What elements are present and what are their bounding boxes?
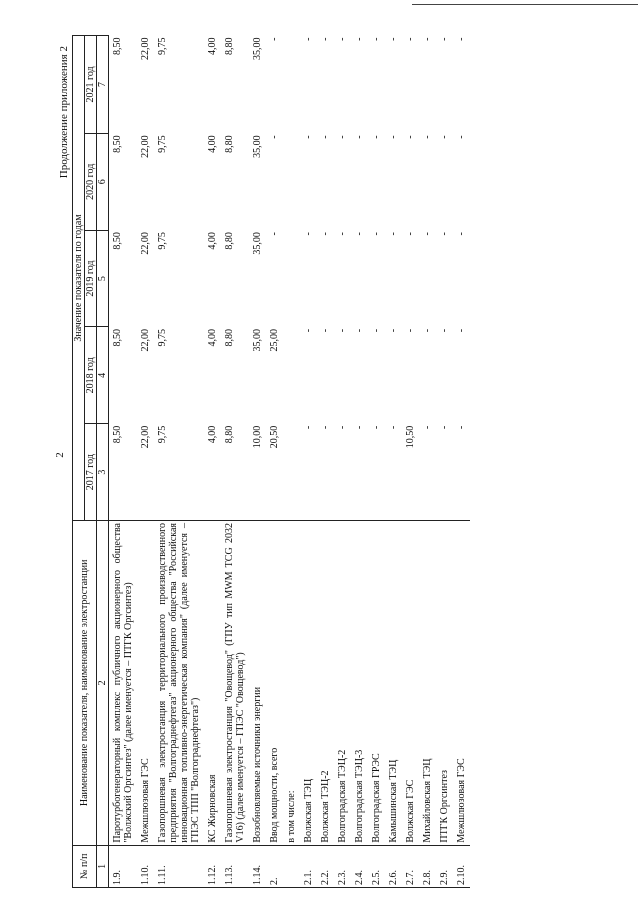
row-value: - — [456, 328, 467, 333]
row-name: Межшлюзовая ГЭС — [453, 521, 470, 846]
row-value: - — [354, 135, 365, 139]
row-value: - — [269, 232, 280, 236]
row-value: - — [456, 37, 467, 41]
row-value: 4,00 — [207, 425, 218, 444]
row-value: 8,50 — [112, 328, 123, 347]
row-value: - — [405, 328, 416, 333]
row-value: 8,80 — [224, 135, 235, 153]
page-number: 2 — [54, 452, 66, 458]
row-value: - — [422, 425, 433, 430]
row-value: 8,80 — [224, 37, 235, 55]
row-name: Возобновляемые источники энергии — [249, 521, 266, 846]
row-value: - — [354, 37, 365, 41]
row-number: 2.6. — [385, 845, 402, 887]
row-name: Волжская ТЭЦ-2 — [317, 521, 334, 846]
row-value: 22,00 — [140, 232, 151, 255]
row-value: 4,00 — [207, 37, 218, 55]
table-row — [137, 36, 154, 888]
row-value: - — [371, 425, 382, 430]
table-row — [109, 36, 138, 888]
table-row — [317, 36, 334, 888]
row-value — [283, 133, 300, 230]
row-number: 2.1. — [300, 845, 317, 887]
header-index: 4 — [97, 327, 109, 424]
row-value: - — [303, 328, 314, 333]
row-value: - — [439, 425, 450, 430]
row-value: 8,50 — [112, 232, 123, 250]
row-value — [283, 424, 300, 521]
row-value: - — [439, 328, 450, 333]
row-value: - — [337, 37, 348, 41]
row-value: 4,00 — [207, 135, 218, 153]
row-number: 2. — [266, 845, 283, 887]
header-index: 2 — [97, 521, 109, 846]
header-index: 3 — [97, 424, 109, 521]
header-index: 7 — [97, 36, 109, 134]
row-value: - — [405, 232, 416, 236]
row-value: - — [388, 232, 399, 236]
row-value: - — [354, 328, 365, 333]
row-value: 25,00 — [269, 328, 280, 352]
row-value: - — [303, 425, 314, 430]
row-value: - — [337, 328, 348, 333]
table-header — [73, 36, 109, 888]
row-number: 1.14. — [249, 845, 266, 887]
table-row — [419, 36, 436, 888]
header-year: 2018 год — [85, 327, 97, 424]
row-value: - — [354, 232, 365, 236]
row-value: - — [388, 135, 399, 139]
row-value: - — [456, 232, 467, 236]
row-value: - — [456, 425, 467, 430]
row-value: 8,80 — [224, 425, 235, 444]
row-value: - — [456, 135, 467, 139]
row-number: 1.9. — [109, 845, 138, 887]
table-row — [221, 36, 249, 888]
header-values-group: Значение показателя по годам — [73, 36, 85, 521]
row-value: - — [405, 135, 416, 139]
row-value: - — [337, 425, 348, 430]
row-name: КС Жирновская — [204, 521, 221, 846]
row-value — [283, 230, 300, 327]
row-value: - — [303, 37, 314, 41]
header-index: 5 — [97, 230, 109, 327]
row-value: - — [303, 135, 314, 139]
row-value: - — [303, 232, 314, 236]
table-row — [283, 36, 300, 888]
row-number: 2.3. — [334, 845, 351, 887]
table-row — [351, 36, 368, 888]
table-row — [402, 36, 419, 888]
row-value: 8,50 — [112, 135, 123, 153]
row-value: - — [354, 425, 365, 430]
row-name: Паротурбогенераторный комплекс публичного акционерного общества "Волжский Оргсинтез" (далее именуется – ПТГК Оргсинтез) — [109, 521, 138, 846]
row-value: - — [422, 232, 433, 236]
row-number: 2.10. — [453, 845, 470, 887]
row-name: Волгоградская ТЭЦ-3 — [351, 521, 368, 846]
row-number: 1.12. — [204, 845, 221, 887]
row-name: ПТГК Оргсинтез — [436, 521, 453, 846]
header-num: № п/п — [73, 845, 97, 887]
table-row — [385, 36, 402, 888]
row-value: 9,75 — [157, 425, 168, 444]
row-value: 8,80 — [224, 232, 235, 250]
row-value: - — [320, 328, 331, 333]
row-number: 2.7. — [402, 845, 419, 887]
row-value: - — [269, 135, 280, 139]
row-value: 35,00 — [252, 135, 263, 158]
row-value: 35,00 — [252, 37, 263, 60]
row-number: 2.5. — [368, 845, 385, 887]
row-name: Волгоградская ТЭЦ-2 — [334, 521, 351, 846]
header-index: 6 — [97, 133, 109, 230]
row-number: 1.11. — [154, 845, 204, 887]
row-value: 22,00 — [140, 425, 151, 449]
row-name: Газопоршневая электростанция территориального производственного предприятия "Волгограднефтегаз" акционерного общества "Российская инновационная топливно-энергетическая компания" (далее именуется – ГПЭС ТПП "Волгограднефтегаз") — [154, 521, 204, 846]
row-value: 10,50 — [405, 425, 416, 449]
indicator-table — [72, 35, 470, 888]
row-name: в том числе: — [283, 521, 300, 846]
row-name: Волгоградская ГРЭС — [368, 521, 385, 846]
row-value: 9,75 — [157, 328, 168, 347]
row-name: Волжская ТЭЦ — [300, 521, 317, 846]
row-name: Волжская ГЭС — [402, 521, 419, 846]
row-number: 2.9. — [436, 845, 453, 887]
row-number: 2.4. — [351, 845, 368, 887]
row-value: 9,75 — [157, 37, 168, 55]
row-value: 22,00 — [140, 328, 151, 352]
row-number: 2.8. — [419, 845, 436, 887]
row-value: 8,80 — [224, 328, 235, 347]
row-value: - — [320, 37, 331, 41]
row-value: - — [269, 37, 280, 41]
row-value: - — [320, 232, 331, 236]
table-row — [154, 36, 204, 888]
row-number: 1.10. — [137, 845, 154, 887]
row-value: - — [439, 135, 450, 139]
header-year: 2021 год — [85, 36, 97, 134]
row-value: - — [422, 135, 433, 139]
row-value: - — [388, 328, 399, 333]
row-value: - — [320, 425, 331, 430]
row-value — [283, 36, 300, 134]
row-value: - — [439, 37, 450, 41]
header-year: 2019 год — [85, 230, 97, 327]
table-body — [109, 36, 471, 888]
row-value: 22,00 — [140, 37, 151, 60]
table-row — [300, 36, 317, 888]
table-row — [436, 36, 453, 888]
row-value: - — [337, 135, 348, 139]
row-value: - — [371, 328, 382, 333]
table-row — [266, 36, 283, 888]
table-row — [334, 36, 351, 888]
header-index: 1 — [97, 845, 109, 887]
row-value: - — [320, 135, 331, 139]
row-name: Газопоршневая электростанция "Овощевод" (ГПУ тип MWM TCG 2032 V16) (далее именуется – ГПЭС "Овощевод") — [221, 521, 249, 846]
row-name: Межшлюзовая ГЭС — [137, 521, 154, 846]
row-name: Ввод мощности, всего — [266, 521, 283, 846]
row-value: - — [388, 425, 399, 430]
row-value: 9,75 — [157, 232, 168, 250]
row-value: - — [371, 232, 382, 236]
row-value: 9,75 — [157, 135, 168, 153]
header-year: 2017 год — [85, 424, 97, 521]
row-value: - — [422, 37, 433, 41]
row-value: 20,50 — [269, 425, 280, 449]
row-value: - — [388, 37, 399, 41]
row-value: - — [439, 232, 450, 236]
appendix-note: Продолжение приложения 2 — [58, 46, 70, 179]
row-name: Михайловская ТЭЦ — [419, 521, 436, 846]
row-value: 8,50 — [112, 425, 123, 444]
row-number — [283, 845, 300, 887]
row-value: 22,00 — [140, 135, 151, 158]
row-value: 35,00 — [252, 328, 263, 352]
table-row — [204, 36, 221, 888]
header-name: Наименование показателя, наименование электростанции — [73, 521, 97, 846]
row-value: 35,00 — [252, 232, 263, 255]
row-value: 4,00 — [207, 232, 218, 250]
row-number: 1.13. — [221, 845, 249, 887]
row-value: - — [337, 232, 348, 236]
row-value — [283, 327, 300, 424]
table-row — [368, 36, 385, 888]
row-value: 10,00 — [252, 425, 263, 449]
row-value: 8,50 — [112, 37, 123, 55]
table-row — [249, 36, 266, 888]
row-value: - — [422, 328, 433, 333]
row-value: 4,00 — [207, 328, 218, 347]
table-row — [453, 36, 470, 888]
row-value: - — [371, 37, 382, 41]
header-year: 2020 год — [85, 133, 97, 230]
row-number: 2.2. — [317, 845, 334, 887]
row-value: - — [371, 135, 382, 139]
row-value: - — [405, 37, 416, 41]
row-name: Камышинская ТЭЦ — [385, 521, 402, 846]
